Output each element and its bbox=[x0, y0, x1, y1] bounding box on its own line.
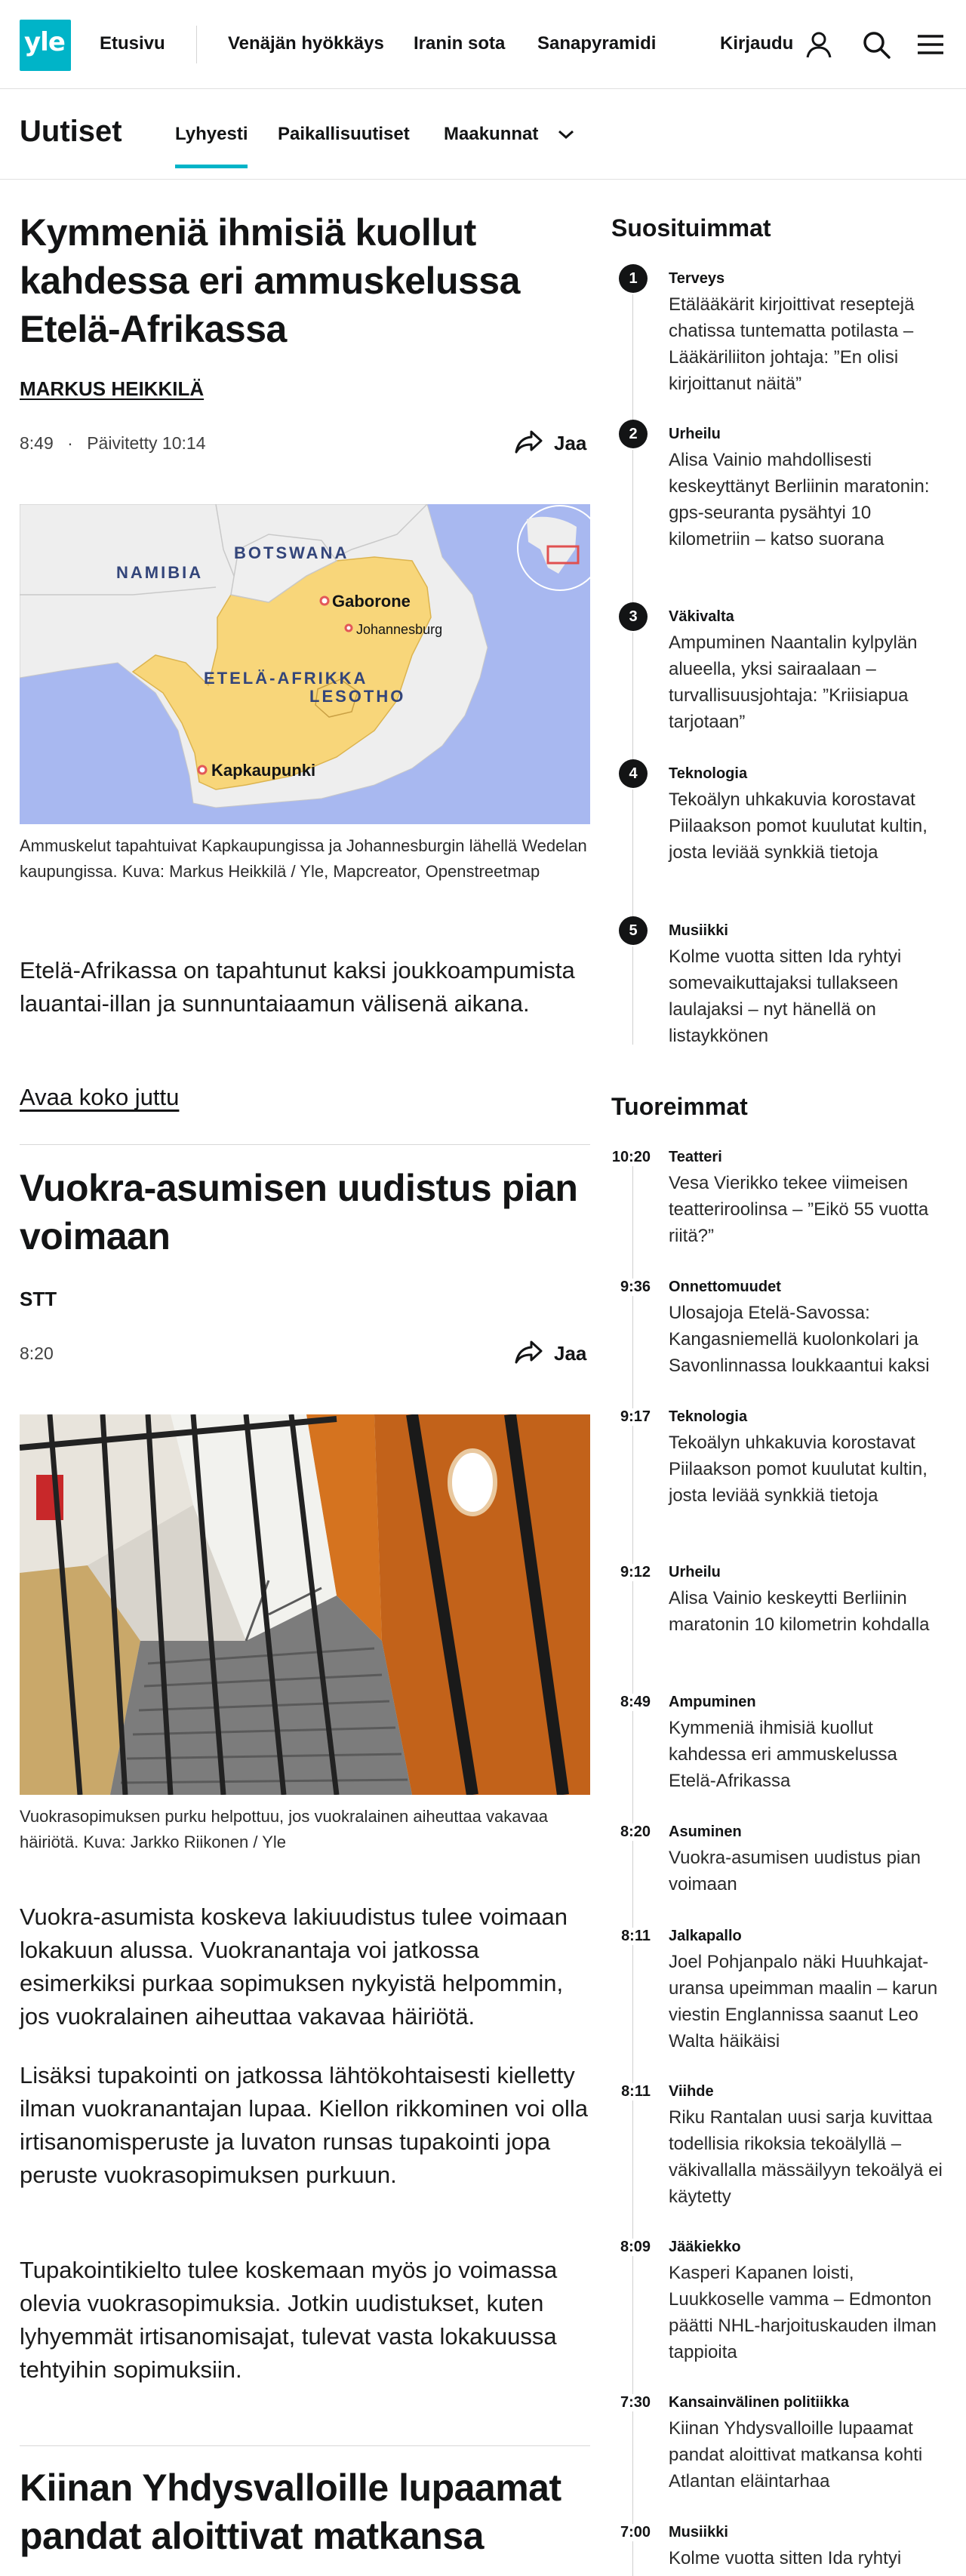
share-icon bbox=[515, 429, 543, 454]
site-header bbox=[0, 0, 966, 89]
latest-heading: Tuoreimmat bbox=[611, 1093, 748, 1120]
story-category: Jääkiekko bbox=[669, 2239, 741, 2255]
map-label-johannesburg: Johannesburg bbox=[356, 622, 443, 637]
article-paragraph: Tupakointikielto tulee koskemaan myös jo voimassa olevia vuokrasopimuksia. Jotkin uudistukset, kuten lyhyemmät irtisanomisajat, tulevat vasta lokakuussa tehtyihin sopimuksiin. bbox=[20, 2257, 558, 2383]
login-button[interactable]: Kirjaudu bbox=[720, 33, 794, 54]
search-icon[interactable] bbox=[860, 29, 892, 60]
latest-story-link[interactable]: Kymmeniä ihmisiä kuollut kahdessa eri ammuskelussa Etelä-Afrikassa bbox=[669, 1718, 897, 1791]
story-category: Jalkapallo bbox=[669, 1928, 742, 1944]
timeline-line bbox=[632, 946, 633, 1045]
story-time: 9:12 bbox=[611, 1564, 651, 1581]
story-time: 10:20 bbox=[611, 1149, 651, 1165]
article-divider bbox=[20, 1144, 590, 1145]
story-time: 7:30 bbox=[611, 2394, 651, 2411]
meta-separator: · bbox=[67, 433, 73, 453]
map-label-south-africa: ETELÄ-AFRIKKA bbox=[204, 669, 368, 688]
article-map-image[interactable] bbox=[20, 504, 590, 824]
timeline-line bbox=[632, 1162, 633, 2576]
story-category: Terveys bbox=[669, 270, 725, 287]
story-category: Kansainvälinen politiikka bbox=[669, 2394, 849, 2411]
latest-story-link[interactable]: Joel Pohjanpalo näki Huuhkajat-uransa upeimman maalin – karun viestin Englannissa saanut Leo Walta häikäisi bbox=[669, 1952, 938, 2051]
tab-maakunnat[interactable]: Maakunnat bbox=[444, 124, 539, 144]
image-caption: Ammuskelut tapahtuivat Kapkaupungissa ja Johannesburgin lähellä Wedelan kaupungissa. Kuva: Markus Heikkilä / Yle, Mapcreator, Openstreetmap bbox=[20, 836, 587, 881]
timeline-line bbox=[632, 789, 633, 925]
story-time: 8:11 bbox=[611, 1928, 651, 1945]
publish-time: 8:20 bbox=[20, 1343, 54, 1363]
article-author: STT bbox=[20, 1288, 57, 1310]
article-photo-stairwell[interactable] bbox=[20, 1414, 590, 1795]
chevron-down-icon[interactable] bbox=[557, 128, 575, 140]
yle-logo[interactable]: yle bbox=[20, 20, 71, 71]
story-time: 9:17 bbox=[611, 1408, 651, 1426]
image-caption: Vuokrasopimuksen purku helpottuu, jos vuokralainen aiheuttaa vakavaa häiriötä. Kuva: Jarkko Riikonen / Yle bbox=[20, 1807, 548, 1851]
story-time: 8:09 bbox=[611, 2239, 651, 2256]
rank-badge: 1 bbox=[619, 264, 648, 293]
rank-badge: 2 bbox=[619, 420, 648, 448]
nav-link-sanapyramidi[interactable]: Sanapyramidi bbox=[537, 33, 657, 54]
latest-story-link[interactable]: Kasperi Kapanen loisti, Luukkoselle vamma – Edmonton päätti NHL-harjoituskauden ilman tappioita bbox=[669, 2263, 937, 2362]
latest-story-link[interactable]: Alisa Vainio keskeytti Berliinin maratonin 10 kilometrin kohdalla bbox=[669, 1588, 930, 1635]
map-label-namibia: NAMIBIA bbox=[116, 563, 204, 582]
timeline-line bbox=[632, 632, 633, 768]
story-time: 8:20 bbox=[611, 1824, 651, 1841]
article-title[interactable]: Kiinan Yhdysvalloille lupaamat pandat aloittivat matkansa bbox=[20, 2467, 561, 2557]
article-meta bbox=[20, 433, 205, 454]
latest-story-link[interactable]: Kolme vuotta sitten Ida ryhtyi bbox=[669, 2548, 902, 2568]
article-paragraph: Lisäksi tupakointi on jatkossa lähtökohtaisesti kielletty ilman vuokranantajan lupaa. Kiellon rikkominen voi olla irtisanomisperuste ja luvaton runsas tupakointi jopa peruste vuokrasopimuksen purkuun. bbox=[20, 2062, 589, 2188]
story-category: Urheilu bbox=[669, 426, 721, 442]
rank-badge: 3 bbox=[619, 602, 648, 631]
story-category: Urheilu bbox=[669, 1564, 721, 1580]
story-time: 9:36 bbox=[611, 1279, 651, 1296]
story-category: Asuminen bbox=[669, 1824, 742, 1840]
user-icon[interactable] bbox=[803, 29, 835, 60]
popular-story-link[interactable]: Tekoälyn uhkakuvia korostavat Piilaakson pomot kuulutat kultin, josta leviää synkkiä tietoja bbox=[669, 789, 928, 863]
map-label-lesotho: LESOTHO bbox=[309, 687, 406, 706]
article-author[interactable]: MARKUS HEIKKILÄ bbox=[20, 377, 205, 400]
map-label-cape-town: Kapkaupunki bbox=[211, 761, 316, 780]
nav-link-venajan-hyokkays[interactable]: Venäjän hyökkäys bbox=[228, 33, 384, 54]
story-category: Musiikki bbox=[669, 922, 728, 939]
popular-story-link[interactable]: Kolme vuotta sitten Ida ryhtyi somevaikuttajaksi tullakseen laulajaksi – nyt hänellä on listaykkönen bbox=[669, 946, 902, 1046]
rank-badge: 5 bbox=[619, 916, 648, 945]
updated-time: Päivitetty 10:14 bbox=[87, 433, 206, 453]
latest-story-link[interactable]: Riku Rantalan uusi sarja kuvittaa todellisia rikoksia tekoälyllä – väkivallalla mässäilyyn tekoälyä ei käytetty bbox=[669, 2107, 943, 2207]
story-category: Musiikki bbox=[669, 2524, 728, 2541]
popular-story-link[interactable]: Etälääkärit kirjoittivat reseptejä chatissa tuntematta potilasta – Lääkäriliiton johtaja: ”En olisi kirjoittanut näitä” bbox=[669, 294, 915, 394]
popular-story-link[interactable]: Ampuminen Naantalin kylpylän alueella, yksi sairaalaan – turvallisuusjohtaja: ”Kriisiapua tarjotaan” bbox=[669, 632, 918, 732]
menu-icon[interactable] bbox=[915, 29, 946, 60]
story-time: 8:49 bbox=[611, 1694, 651, 1711]
latest-story-link[interactable]: Kiinan Yhdysvalloille lupaamat pandat aloittivat matkansa kohti Atlantan eläintarhaa bbox=[669, 2418, 923, 2491]
timeline-line bbox=[632, 450, 633, 616]
tab-lyhyesti[interactable]: Lyhyesti bbox=[175, 124, 248, 168]
story-category: Teknologia bbox=[669, 1408, 748, 1425]
story-time: 8:11 bbox=[611, 2083, 651, 2101]
latest-story-link[interactable]: Vuokra-asumisen uudistus pian voimaan bbox=[669, 1848, 921, 1894]
south-africa-map bbox=[20, 504, 590, 824]
share-icon bbox=[515, 1339, 543, 1365]
article-divider bbox=[20, 2445, 590, 2446]
story-category: Ampuminen bbox=[669, 1694, 756, 1710]
story-category: Teatteri bbox=[669, 1149, 722, 1165]
story-category: Teknologia bbox=[669, 765, 748, 782]
timeline-line bbox=[632, 294, 633, 430]
article-paragraph: Vuokra-asumista koskeva lakiuudistus tulee voimaan lokakuun alussa. Vuokranantaja voi jatkossa esimerkiksi purkaa sopimuksen nykyistä helpommin, jos vuokralainen aiheuttaa vakavaa häiriötä. bbox=[20, 1904, 568, 2030]
map-label-gaborone: Gaborone bbox=[332, 592, 411, 611]
story-time: 7:00 bbox=[611, 2524, 651, 2541]
article-title[interactable]: Vuokra-asumisen uudistus pian voimaan bbox=[20, 1167, 578, 1257]
article-lead: Etelä-Afrikassa on tapahtunut kaksi joukkoampumista lauantai-illan ja sunnuntaiaamun välisenä aikana. bbox=[20, 957, 575, 1017]
article-title[interactable]: Kymmeniä ihmisiä kuollut kahdessa eri ammuskelussa Etelä-Afrikassa bbox=[20, 211, 520, 350]
latest-story-link[interactable]: Tekoälyn uhkakuvia korostavat Piilaakson pomot kuulutat kultin, josta leviää synkkiä tietoja bbox=[669, 1433, 928, 1506]
popular-heading: Suosituimmat bbox=[611, 214, 771, 242]
story-category: Väkivalta bbox=[669, 608, 734, 625]
latest-story-link[interactable]: Vesa Vierikko tekee viimeisen teatteriroolinsa – ”Eikö 55 vuotta riitä?” bbox=[669, 1173, 929, 1246]
stairwell-photo bbox=[20, 1414, 590, 1795]
story-category: Viihde bbox=[669, 2083, 714, 2100]
publish-time: 8:49 bbox=[20, 433, 54, 453]
popular-story-link[interactable]: Alisa Vainio mahdollisesti keskeyttänyt Berliinin maratonin: gps-seuranta pysähtyi 10 kilometriin – katso suorana bbox=[669, 450, 930, 549]
nav-link-iranin-sota[interactable]: Iranin sota bbox=[414, 33, 506, 54]
nav-link-etusivu[interactable]: Etusivu bbox=[100, 33, 165, 54]
read-more-link[interactable]: Avaa koko juttu bbox=[20, 1084, 180, 1110]
rank-badge: 4 bbox=[619, 759, 648, 788]
tab-paikallisuutiset[interactable]: Paikallisuutiset bbox=[278, 124, 410, 144]
latest-story-link[interactable]: Ulosajoja Etelä-Savossa: Kangasniemellä kuolonkolari ja Savonlinnassa loukkaantui kaksi bbox=[669, 1303, 930, 1376]
story-category: Onnettomuudet bbox=[669, 1279, 781, 1295]
nav-divider bbox=[196, 26, 197, 63]
map-label-botswana: BOTSWANA bbox=[234, 543, 349, 562]
section-title: Uutiset bbox=[20, 115, 122, 148]
